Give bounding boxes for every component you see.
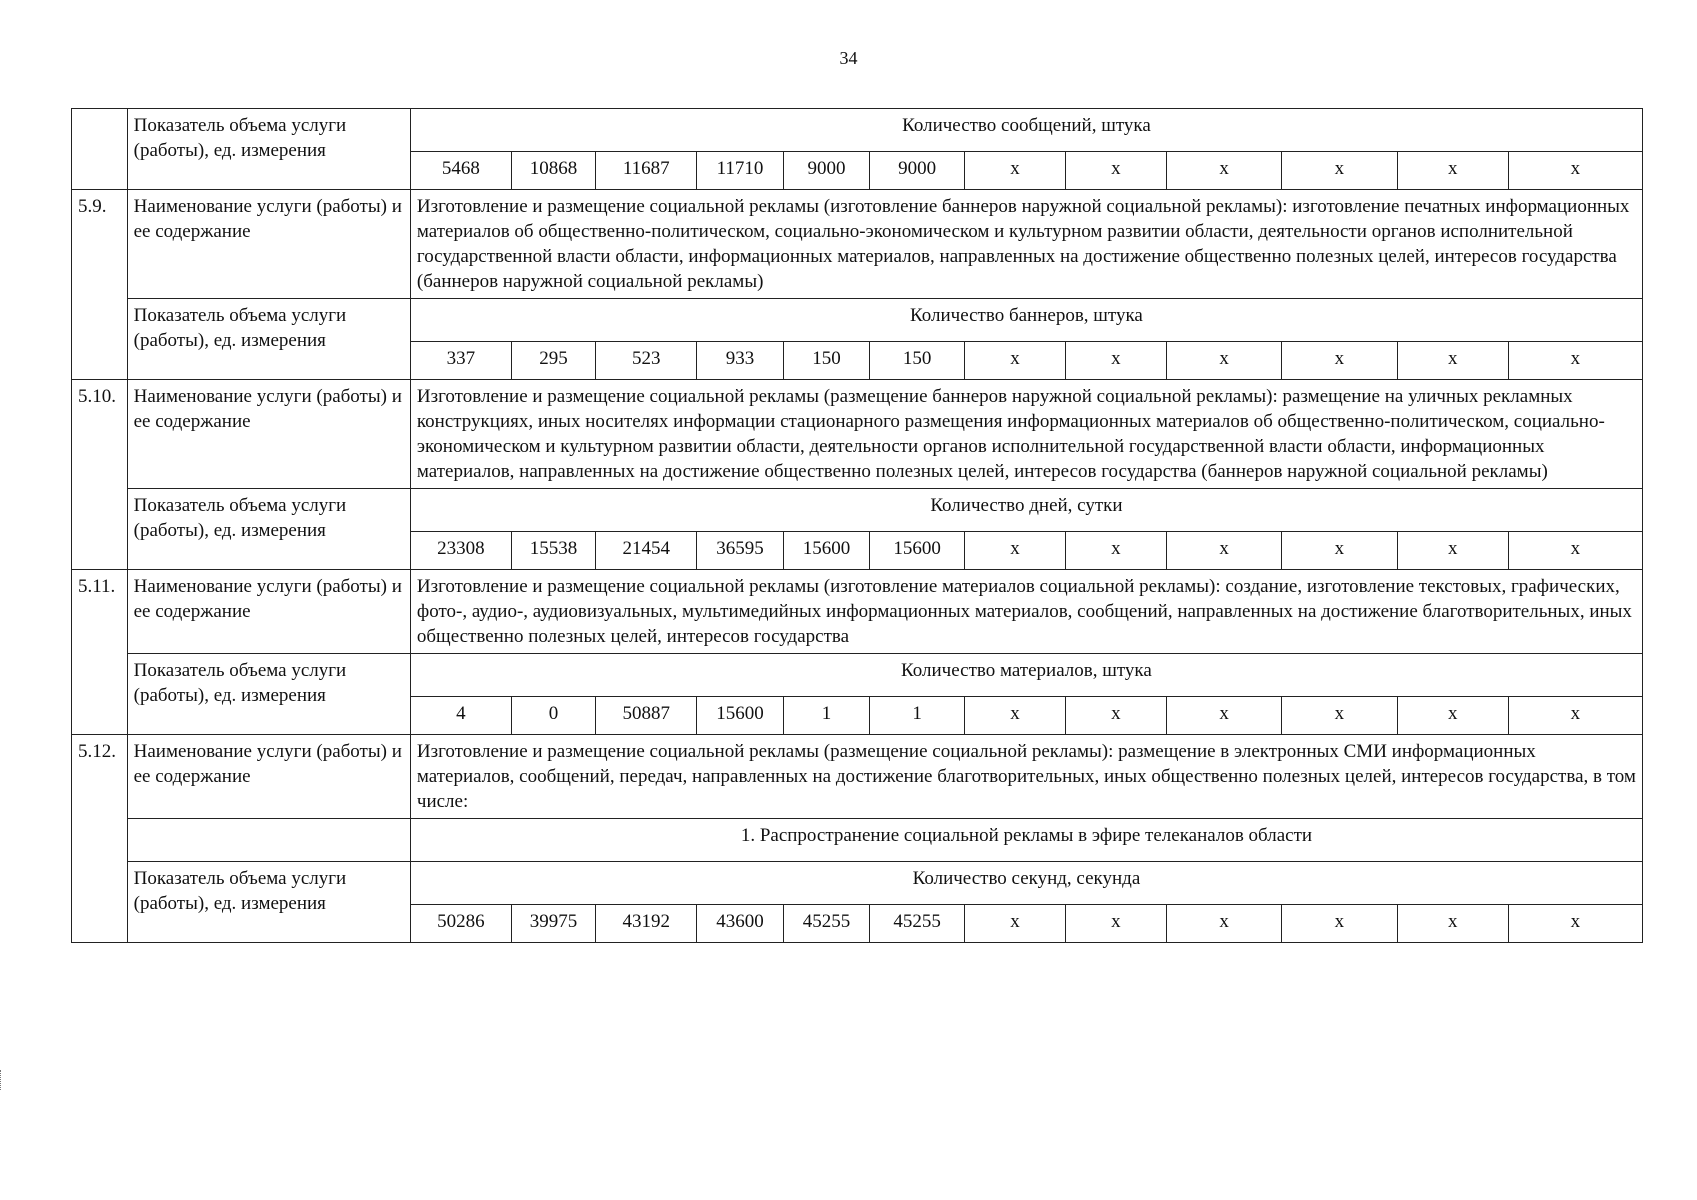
value-cell: 36595 xyxy=(697,532,784,570)
value-cell: x xyxy=(965,905,1066,943)
value-cell: x xyxy=(1508,342,1642,380)
value-cell: x xyxy=(965,697,1066,735)
value-cell: 9000 xyxy=(870,152,965,190)
value-cell: x xyxy=(1166,532,1281,570)
value-cell: 15600 xyxy=(870,532,965,570)
value-cell: 43192 xyxy=(596,905,697,943)
service-label: Наименование услуги (работы) и ее содержание xyxy=(127,570,410,654)
table-row xyxy=(72,190,1643,299)
value-cell: x xyxy=(1397,152,1508,190)
value-cell: 21454 xyxy=(596,532,697,570)
value-cell: x xyxy=(1397,905,1508,943)
value-cell: x xyxy=(1282,532,1397,570)
section-number: 5.12. xyxy=(72,735,128,943)
value-cell: 23308 xyxy=(410,532,511,570)
table-row xyxy=(72,735,1643,819)
value-cell: 45255 xyxy=(870,905,965,943)
value-cell: x xyxy=(965,342,1066,380)
indicator-label: Показатель объема услуги (работы), ед. измерения xyxy=(127,862,410,943)
table-row xyxy=(72,299,1643,342)
value-cell: 523 xyxy=(596,342,697,380)
section-number-cell xyxy=(72,109,128,190)
table-row xyxy=(72,380,1643,489)
section-number: 5.10. xyxy=(72,380,128,570)
services-table xyxy=(71,108,1643,943)
value-cell: x xyxy=(1397,532,1508,570)
indicator-label: Показатель объема услуги (работы), ед. измерения xyxy=(127,299,410,380)
value-cell: 0 xyxy=(511,697,595,735)
value-cell: x xyxy=(1166,152,1281,190)
section-number: 5.9. xyxy=(72,190,128,380)
unit-label: Количество секунд, секунда xyxy=(410,862,1642,905)
value-cell: x xyxy=(1065,697,1166,735)
table-body xyxy=(72,109,1643,943)
value-cell: 50887 xyxy=(596,697,697,735)
value-cell: 15600 xyxy=(697,697,784,735)
page-number: 34 xyxy=(839,48,858,68)
value-cell: x xyxy=(1065,152,1166,190)
value-cell: x xyxy=(1282,905,1397,943)
scan-edge-mark xyxy=(0,1070,5,1090)
value-cell: x xyxy=(1508,532,1642,570)
service-label: Наименование услуги (работы) и ее содержание xyxy=(127,380,410,489)
empty-label-cell xyxy=(127,819,410,862)
value-cell: 150 xyxy=(870,342,965,380)
value-cell: 39975 xyxy=(511,905,595,943)
value-cell: 150 xyxy=(783,342,870,380)
subheading: 1. Распространение социальной рекламы в эфире телеканалов области xyxy=(410,819,1642,862)
value-cell: x xyxy=(1065,532,1166,570)
value-cell: 15600 xyxy=(783,532,870,570)
indicator-label: Показатель объема услуги (работы), ед. измерения xyxy=(127,489,410,570)
value-cell: x xyxy=(1065,905,1166,943)
table-row xyxy=(72,654,1643,697)
table-row xyxy=(72,819,1643,862)
value-cell: 9000 xyxy=(783,152,870,190)
value-cell: 337 xyxy=(410,342,511,380)
value-cell: 10868 xyxy=(511,152,595,190)
value-cell: 5468 xyxy=(410,152,511,190)
value-cell: x xyxy=(1397,342,1508,380)
indicator-label: Показатель объема услуги (работы), ед. измерения xyxy=(127,109,410,190)
value-cell: 15538 xyxy=(511,532,595,570)
value-cell: x xyxy=(1397,697,1508,735)
indicator-label: Показатель объема услуги (работы), ед. измерения xyxy=(127,654,410,735)
value-cell: 50286 xyxy=(410,905,511,943)
value-cell: x xyxy=(1282,152,1397,190)
table-row xyxy=(72,570,1643,654)
table-row xyxy=(72,862,1643,905)
service-label: Наименование услуги (работы) и ее содержание xyxy=(127,190,410,299)
unit-label: Количество материалов, штука xyxy=(410,654,1642,697)
value-cell: x xyxy=(1166,342,1281,380)
value-cell: 4 xyxy=(410,697,511,735)
service-description: Изготовление и размещение социальной рекламы (изготовление материалов социальной рекламы): создание, изготовление текстовых, графических, фото-, аудио-, аудиовизуальных, мультимедийных информационных материалов, сообщений, направленных на достижение благотворительных, иных общественно полезных целей, интересов государства xyxy=(410,570,1642,654)
value-cell: 295 xyxy=(511,342,595,380)
value-cell: 11710 xyxy=(697,152,784,190)
service-description: Изготовление и размещение социальной рекламы (размещение баннеров наружной социальной рекламы): размещение на уличных рекламных конструкциях, иных носителях информации стационарного размещения информационных материалов об общественно-политическом, социально-экономическом и культурном развитии области, деятельности органов исполнительной государственной власти области, информационных материалов, направленных на достижение общественно полезных целей, интересов государства (баннеров наружной социальной рекламы) xyxy=(410,380,1642,489)
unit-label: Количество сообщений, штука xyxy=(410,109,1642,152)
value-cell: x xyxy=(1282,697,1397,735)
value-cell: x xyxy=(965,532,1066,570)
service-label: Наименование услуги (работы) и ее содержание xyxy=(127,735,410,819)
value-cell: x xyxy=(1508,152,1642,190)
unit-label: Количество дней, сутки xyxy=(410,489,1642,532)
value-cell: 45255 xyxy=(783,905,870,943)
table-row xyxy=(72,109,1643,152)
value-cell: x xyxy=(1508,905,1642,943)
value-cell: 1 xyxy=(783,697,870,735)
service-description: Изготовление и размещение социальной рекламы (размещение социальной рекламы): размещение в электронных СМИ информационных материалов, сообщений, передач, направленных на достижение благотворительных, иных общественно полезных целей, интересов государства, в том числе: xyxy=(410,735,1642,819)
table-row xyxy=(72,489,1643,532)
value-cell: x xyxy=(965,152,1066,190)
value-cell: x xyxy=(1065,342,1166,380)
value-cell: x xyxy=(1166,905,1281,943)
value-cell: 43600 xyxy=(697,905,784,943)
value-cell: 933 xyxy=(697,342,784,380)
value-cell: 1 xyxy=(870,697,965,735)
value-cell: x xyxy=(1166,697,1281,735)
unit-label: Количество баннеров, штука xyxy=(410,299,1642,342)
service-description: Изготовление и размещение социальной рекламы (изготовление баннеров наружной социальной рекламы): изготовление печатных информационных материалов об общественно-политическом, социально-экономическом и культурном развитии области, деятельности органов исполнительной государственной власти области, информационных материалов, направленных на достижение общественно полезных целей, интересов государства (баннеров наружной социальной рекламы) xyxy=(410,190,1642,299)
value-cell: x xyxy=(1508,697,1642,735)
value-cell: x xyxy=(1282,342,1397,380)
section-number: 5.11. xyxy=(72,570,128,735)
value-cell: 11687 xyxy=(596,152,697,190)
